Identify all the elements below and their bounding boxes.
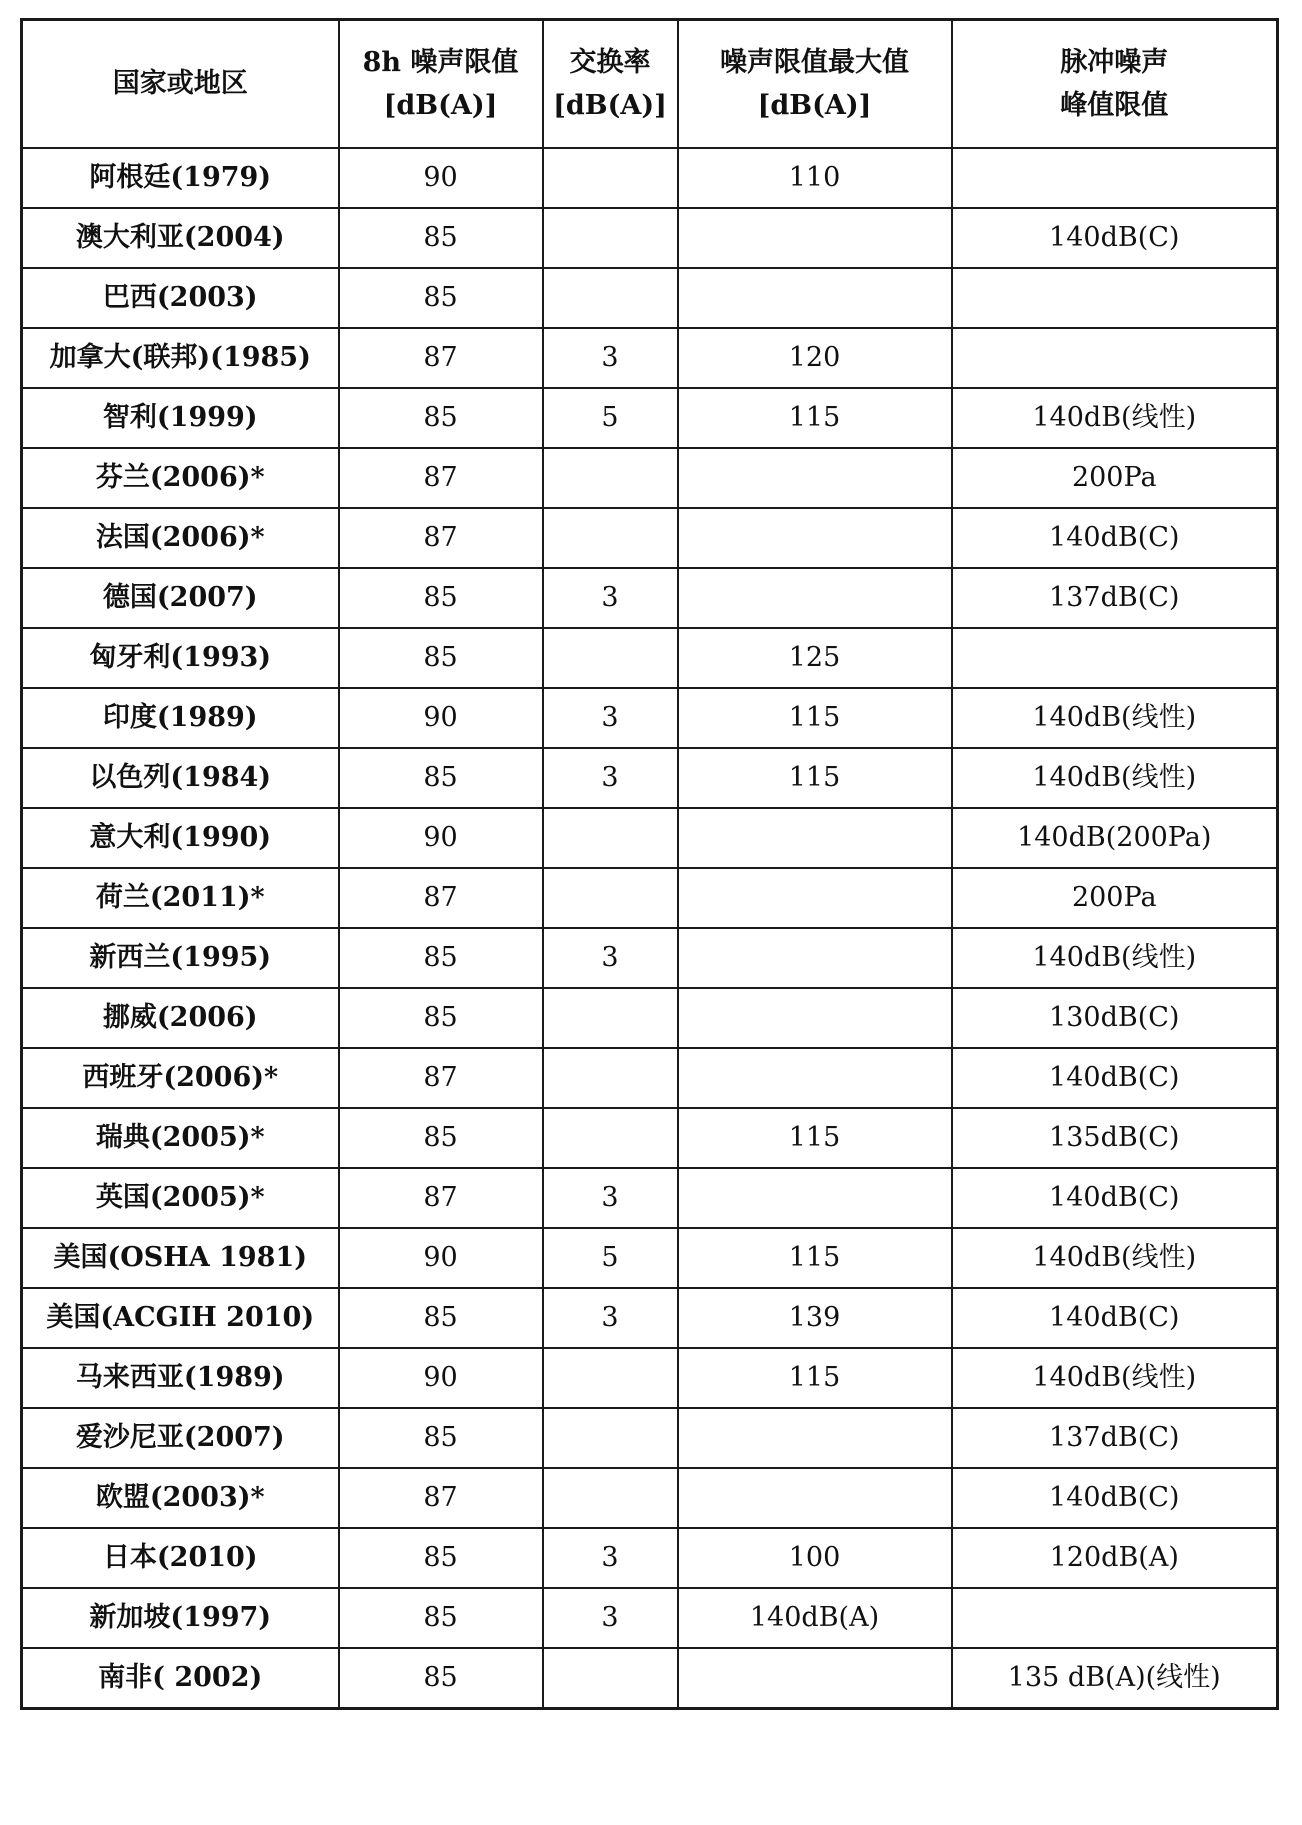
cell-country: 新加坡(1997) xyxy=(22,1588,339,1648)
cell-max-limit xyxy=(678,268,952,328)
table-header xyxy=(22,20,1278,149)
header-country-line: 国家或地区 xyxy=(112,68,248,100)
cell-impulse-peak: 140dB(C) xyxy=(952,1168,1278,1228)
cell-impulse-peak xyxy=(952,328,1278,388)
table-row xyxy=(22,268,1278,328)
cell-exchange-rate xyxy=(543,1648,678,1709)
cell-max-limit xyxy=(678,208,952,268)
table-row xyxy=(22,1468,1278,1528)
cell-exchange-rate: 5 xyxy=(543,388,678,448)
cell-max-limit: 140dB(A) xyxy=(678,1588,952,1648)
table-row xyxy=(22,508,1278,568)
cell-limit-8h: 85 xyxy=(339,928,543,988)
table-row xyxy=(22,1588,1278,1648)
cell-max-limit xyxy=(678,1468,952,1528)
cell-exchange-rate xyxy=(543,1348,678,1408)
cell-limit-8h: 85 xyxy=(339,568,543,628)
cell-limit-8h: 90 xyxy=(339,688,543,748)
header-impulse-peak xyxy=(952,20,1278,149)
cell-country: 巴西(2003) xyxy=(22,268,339,328)
header-exchange-rate-line-1: 交换率 xyxy=(569,46,651,78)
cell-limit-8h: 85 xyxy=(339,1528,543,1588)
cell-exchange-rate xyxy=(543,1108,678,1168)
table-row xyxy=(22,988,1278,1048)
cell-impulse-peak: 135dB(C) xyxy=(952,1108,1278,1168)
header-country xyxy=(22,20,339,149)
cell-country: 欧盟(2003)* xyxy=(22,1468,339,1528)
header-8h-limit-line-2: [dB(A)] xyxy=(383,90,498,121)
cell-max-limit: 115 xyxy=(678,1348,952,1408)
cell-exchange-rate: 3 xyxy=(543,688,678,748)
cell-impulse-peak: 140dB(线性) xyxy=(952,688,1278,748)
table-row xyxy=(22,808,1278,868)
table-row xyxy=(22,1288,1278,1348)
cell-impulse-peak: 200Pa xyxy=(952,868,1278,928)
cell-country: 印度(1989) xyxy=(22,688,339,748)
cell-limit-8h: 85 xyxy=(339,1648,543,1709)
cell-country: 匈牙利(1993) xyxy=(22,628,339,688)
cell-country: 阿根廷(1979) xyxy=(22,148,339,208)
cell-limit-8h: 87 xyxy=(339,1048,543,1108)
header-impulse-peak-line-2: 峰值限值 xyxy=(1060,90,1169,121)
cell-limit-8h: 87 xyxy=(339,1468,543,1528)
cell-country: 马来西亚(1989) xyxy=(22,1348,339,1408)
cell-max-limit xyxy=(678,1168,952,1228)
cell-country: 南非( 2002) xyxy=(22,1648,339,1709)
cell-exchange-rate: 3 xyxy=(543,748,678,808)
cell-impulse-peak: 140dB(C) xyxy=(952,1048,1278,1108)
table-row xyxy=(22,688,1278,748)
cell-country: 意大利(1990) xyxy=(22,808,339,868)
header-8h-limit-line-1: 8h 噪声限值 xyxy=(362,46,519,78)
cell-country: 日本(2010) xyxy=(22,1528,339,1588)
cell-impulse-peak: 140dB(C) xyxy=(952,1288,1278,1348)
cell-country: 美国(ACGIH 2010) xyxy=(22,1288,339,1348)
cell-country: 西班牙(2006)* xyxy=(22,1048,339,1108)
cell-impulse-peak: 140dB(C) xyxy=(952,1468,1278,1528)
cell-exchange-rate xyxy=(543,1048,678,1108)
table-row xyxy=(22,1648,1278,1709)
cell-country: 美国(OSHA 1981) xyxy=(22,1228,339,1288)
header-8h-limit xyxy=(339,20,543,149)
cell-limit-8h: 90 xyxy=(339,148,543,208)
cell-exchange-rate xyxy=(543,508,678,568)
cell-impulse-peak: 140dB(线性) xyxy=(952,928,1278,988)
cell-impulse-peak xyxy=(952,628,1278,688)
cell-impulse-peak: 200Pa xyxy=(952,448,1278,508)
cell-max-limit: 120 xyxy=(678,328,952,388)
cell-max-limit: 115 xyxy=(678,1228,952,1288)
cell-impulse-peak xyxy=(952,1588,1278,1648)
cell-exchange-rate: 3 xyxy=(543,928,678,988)
header-max-limit-line-1: 噪声限值最大值 xyxy=(720,46,909,78)
cell-max-limit: 115 xyxy=(678,1108,952,1168)
cell-max-limit xyxy=(678,1648,952,1709)
cell-limit-8h: 85 xyxy=(339,268,543,328)
cell-limit-8h: 87 xyxy=(339,448,543,508)
cell-max-limit xyxy=(678,448,952,508)
cell-max-limit xyxy=(678,928,952,988)
cell-country: 加拿大(联邦)(1985) xyxy=(22,328,339,388)
table-row xyxy=(22,868,1278,928)
cell-country: 瑞典(2005)* xyxy=(22,1108,339,1168)
table-row xyxy=(22,1408,1278,1468)
cell-impulse-peak: 140dB(线性) xyxy=(952,1348,1278,1408)
cell-max-limit xyxy=(678,508,952,568)
cell-max-limit xyxy=(678,568,952,628)
cell-impulse-peak xyxy=(952,148,1278,208)
cell-max-limit: 115 xyxy=(678,748,952,808)
cell-limit-8h: 85 xyxy=(339,1408,543,1468)
table-row xyxy=(22,1528,1278,1588)
table-row xyxy=(22,388,1278,448)
cell-impulse-peak: 140dB(C) xyxy=(952,208,1278,268)
cell-country: 德国(2007) xyxy=(22,568,339,628)
cell-limit-8h: 85 xyxy=(339,388,543,448)
noise-limits-table xyxy=(20,18,1279,1710)
cell-limit-8h: 85 xyxy=(339,1588,543,1648)
cell-country: 新西兰(1995) xyxy=(22,928,339,988)
cell-max-limit: 125 xyxy=(678,628,952,688)
cell-impulse-peak: 137dB(C) xyxy=(952,1408,1278,1468)
cell-impulse-peak: 120dB(A) xyxy=(952,1528,1278,1588)
cell-limit-8h: 87 xyxy=(339,868,543,928)
cell-limit-8h: 90 xyxy=(339,1348,543,1408)
cell-limit-8h: 87 xyxy=(339,328,543,388)
cell-max-limit: 100 xyxy=(678,1528,952,1588)
cell-limit-8h: 87 xyxy=(339,1168,543,1228)
header-impulse-peak-line-1: 脉冲噪声 xyxy=(1060,46,1169,78)
cell-impulse-peak: 135 dB(A)(线性) xyxy=(952,1648,1278,1709)
cell-exchange-rate xyxy=(543,448,678,508)
table-row xyxy=(22,1168,1278,1228)
cell-impulse-peak xyxy=(952,268,1278,328)
cell-impulse-peak: 140dB(线性) xyxy=(952,1228,1278,1288)
cell-country: 爱沙尼亚(2007) xyxy=(22,1408,339,1468)
cell-exchange-rate: 3 xyxy=(543,1288,678,1348)
cell-exchange-rate: 5 xyxy=(543,1228,678,1288)
cell-country: 芬兰(2006)* xyxy=(22,448,339,508)
table-row xyxy=(22,328,1278,388)
cell-max-limit: 139 xyxy=(678,1288,952,1348)
table-row xyxy=(22,568,1278,628)
header-max-limit xyxy=(678,20,952,149)
cell-exchange-rate: 3 xyxy=(543,1588,678,1648)
table-row xyxy=(22,1108,1278,1168)
table-row xyxy=(22,1048,1278,1108)
table-row xyxy=(22,1348,1278,1408)
table-body xyxy=(22,148,1278,1709)
cell-limit-8h: 85 xyxy=(339,1108,543,1168)
table-row xyxy=(22,928,1278,988)
cell-exchange-rate xyxy=(543,868,678,928)
cell-limit-8h: 87 xyxy=(339,508,543,568)
cell-impulse-peak: 137dB(C) xyxy=(952,568,1278,628)
cell-country: 荷兰(2011)* xyxy=(22,868,339,928)
cell-limit-8h: 85 xyxy=(339,1288,543,1348)
cell-exchange-rate xyxy=(543,268,678,328)
cell-max-limit xyxy=(678,808,952,868)
table-row xyxy=(22,448,1278,508)
cell-exchange-rate xyxy=(543,988,678,1048)
cell-max-limit xyxy=(678,868,952,928)
cell-impulse-peak: 130dB(C) xyxy=(952,988,1278,1048)
cell-country: 英国(2005)* xyxy=(22,1168,339,1228)
cell-country: 澳大利亚(2004) xyxy=(22,208,339,268)
cell-max-limit xyxy=(678,1408,952,1468)
header-row xyxy=(22,20,1278,149)
cell-exchange-rate xyxy=(543,808,678,868)
cell-max-limit: 110 xyxy=(678,148,952,208)
table-row xyxy=(22,748,1278,808)
cell-exchange-rate xyxy=(543,1468,678,1528)
cell-limit-8h: 85 xyxy=(339,208,543,268)
cell-limit-8h: 90 xyxy=(339,1228,543,1288)
table-row xyxy=(22,628,1278,688)
cell-impulse-peak: 140dB(线性) xyxy=(952,388,1278,448)
cell-exchange-rate: 3 xyxy=(543,328,678,388)
cell-country: 挪威(2006) xyxy=(22,988,339,1048)
table-row xyxy=(22,208,1278,268)
cell-max-limit: 115 xyxy=(678,688,952,748)
header-max-limit-line-2: [dB(A)] xyxy=(757,90,872,121)
cell-exchange-rate: 3 xyxy=(543,1168,678,1228)
cell-exchange-rate: 3 xyxy=(543,568,678,628)
cell-max-limit: 115 xyxy=(678,388,952,448)
cell-impulse-peak: 140dB(200Pa) xyxy=(952,808,1278,868)
cell-exchange-rate xyxy=(543,148,678,208)
cell-limit-8h: 85 xyxy=(339,988,543,1048)
cell-max-limit xyxy=(678,988,952,1048)
cell-exchange-rate xyxy=(543,208,678,268)
cell-country: 以色列(1984) xyxy=(22,748,339,808)
table-row xyxy=(22,1228,1278,1288)
header-exchange-rate-line-2: [dB(A)] xyxy=(553,90,667,121)
cell-impulse-peak: 140dB(C) xyxy=(952,508,1278,568)
cell-exchange-rate xyxy=(543,628,678,688)
header-exchange-rate xyxy=(543,20,678,149)
cell-limit-8h: 90 xyxy=(339,808,543,868)
cell-exchange-rate: 3 xyxy=(543,1528,678,1588)
cell-max-limit xyxy=(678,1048,952,1108)
cell-country: 智利(1999) xyxy=(22,388,339,448)
table-row xyxy=(22,148,1278,208)
cell-limit-8h: 85 xyxy=(339,628,543,688)
cell-impulse-peak: 140dB(线性) xyxy=(952,748,1278,808)
cell-exchange-rate xyxy=(543,1408,678,1468)
cell-limit-8h: 85 xyxy=(339,748,543,808)
cell-country: 法国(2006)* xyxy=(22,508,339,568)
